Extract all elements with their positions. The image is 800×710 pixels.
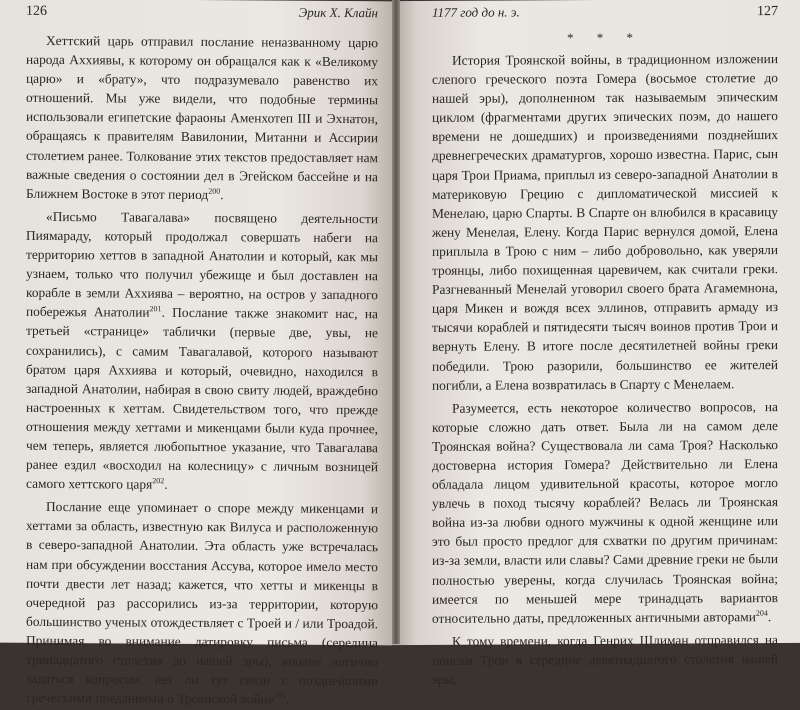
right-page-header bbox=[432, 3, 778, 25]
paragraph: Разумеется, есть некоторое количество вопросов, на которые сложно дать ответ. Была ли на самом деле Троянская война? Существовала ли сама Троя? Насколько достоверна история Гомера? Действительно ли Елена обладала лицом удивительной красоты, которое могло увлечь в поход тысячу кораблей? Велась ли Троянская война из-за любви одного мужчины к одной женщине или это был просто предлог для схватки по другим причинам: из-за земли, власти или славы? Сами древние греки не были полностью уверены, когда случилась Троянская война; имеется по меньшей мере тринадцать вариантов относительно даты, предложенных античными авторами$^{204}$. bbox=[432, 398, 778, 626]
paragraph: Послание еще упоминает о споре между микенцами и хеттами за область, известную как Вилуса и расположенную в северо-западной Анатолии. Эта область уже встречалась нам при обсуждении восстания Ассува, которое имело место почти двести лет назад; кажется, что хетты и микенцы в очередной раз рассорились из-за территории, которую большинство ученых отождествляет с Троей и / или Троадой. Принимая во внимание датировку письма (середина тринадцатого столетия до нашей эры), вполне логично задаться вопросом, нет ли тут связи с позднейшими греческими преданиями о Троянской войне$^{203}$. bbox=[26, 499, 378, 707]
running-head: 1177 год до н. э. bbox=[432, 4, 520, 20]
paragraph: История Троянской войны, в традиционном изложении слепого греческого поэта Гомера (восьмое столетие до нашей эры), дополненном так называемым эпическим циклом (фрагментами других эпических поэм, до нашего времени не дошедших) и произведениями позднейших древнегреческих драматургов, хорошо известна. Парис, сын царя Трои Приама, приплыл из северо-западной Анатолии в материковую Грецию с дипломатической миссией к Менелаю, царю Спарты. В Спарте он влюбился в красавицу жену Менелая, Елену. Когда Парис вернулся домой, Елена приплыла в Трою с ним – либо добровольно, как уверяли троянцы, либо похищенная царевичем, как считали греки. Разгневанный Менелай уговорил своего брата Агамемнона, царя Микен и вождя всех эллинов, отправить армаду из тысячи кораблей и пятидесяти тысяч воинов против Трои и вернуть Елену. В итоге после десятилетней войны греки победили. Трою разорили, большинство ее жителей погибли, а Елена возвратилась в Спарту с Менелаем. bbox=[432, 51, 778, 393]
paragraph: К тому времени, когда Генрих Шлиман отправился на поиски Трои в середине девятнадцатого столетия нашей эры, bbox=[432, 631, 778, 687]
footnote-marker: 201 bbox=[149, 304, 162, 314]
page-number: 127 bbox=[757, 4, 778, 20]
left-page bbox=[0, 0, 392, 707]
section-break: * * * bbox=[567, 29, 643, 46]
page-number: 126 bbox=[26, 3, 47, 19]
footnote-marker: 200 bbox=[208, 186, 221, 196]
left-page-header bbox=[26, 3, 378, 25]
paragraph: Хеттский царь отправил послание неназванному царю народа Аххиявы, к которому он обращался как к «Великому царю» и «брату», что подразумевало равенство их отношений. Мы уже видели, что подобные термины использовали египетские фараоны Аменхотеп III и Эхнатон, обращаясь к правителям Вавилонии, Митанни и Ассирии столетием ранее. Толкование этих текстов предоставляет нам важные сведения о состоянии дел в Эгейском бассейне и на Ближнем Востоке в этот период$^{200}$. bbox=[26, 32, 378, 202]
right-page bbox=[392, 0, 800, 687]
footnote-marker: 202 bbox=[152, 476, 165, 486]
paragraph: «Письмо Тавагалава» посвящено деятельности Пиямараду, который продолжал совершать набеги на территорию хеттов в западной Анатолии и который, как мы узнаем, только что получил убежище и был доставлен на корабле в земли Аххиява – вероятно, на остров у западного побережья Анатолии$^{201}$. Послание также знакомит нас, на третьей «странице» таблички (первые две, увы, не сохранились), с самим Тавагалавой, которого называют братом царя Аххиява и который, очевидно, находился в западной Анатолии, набирая в свою свиту людей, враждебно настроенных к хеттам. Свидетельством того, что прежде отношения между хеттами и микенцами были куда прочнее, чем теперь, является любопытное указание, что Тавагалава ранее ездил «восходил на колесницу» с личным возницей самого хеттского царя$^{202}$. bbox=[26, 208, 378, 492]
footnote-marker: 204 bbox=[755, 608, 768, 618]
book-gutter bbox=[392, 0, 400, 644]
running-head: Эрик Х. Клайн bbox=[298, 4, 378, 21]
footnote-marker: 203 bbox=[273, 691, 286, 701]
